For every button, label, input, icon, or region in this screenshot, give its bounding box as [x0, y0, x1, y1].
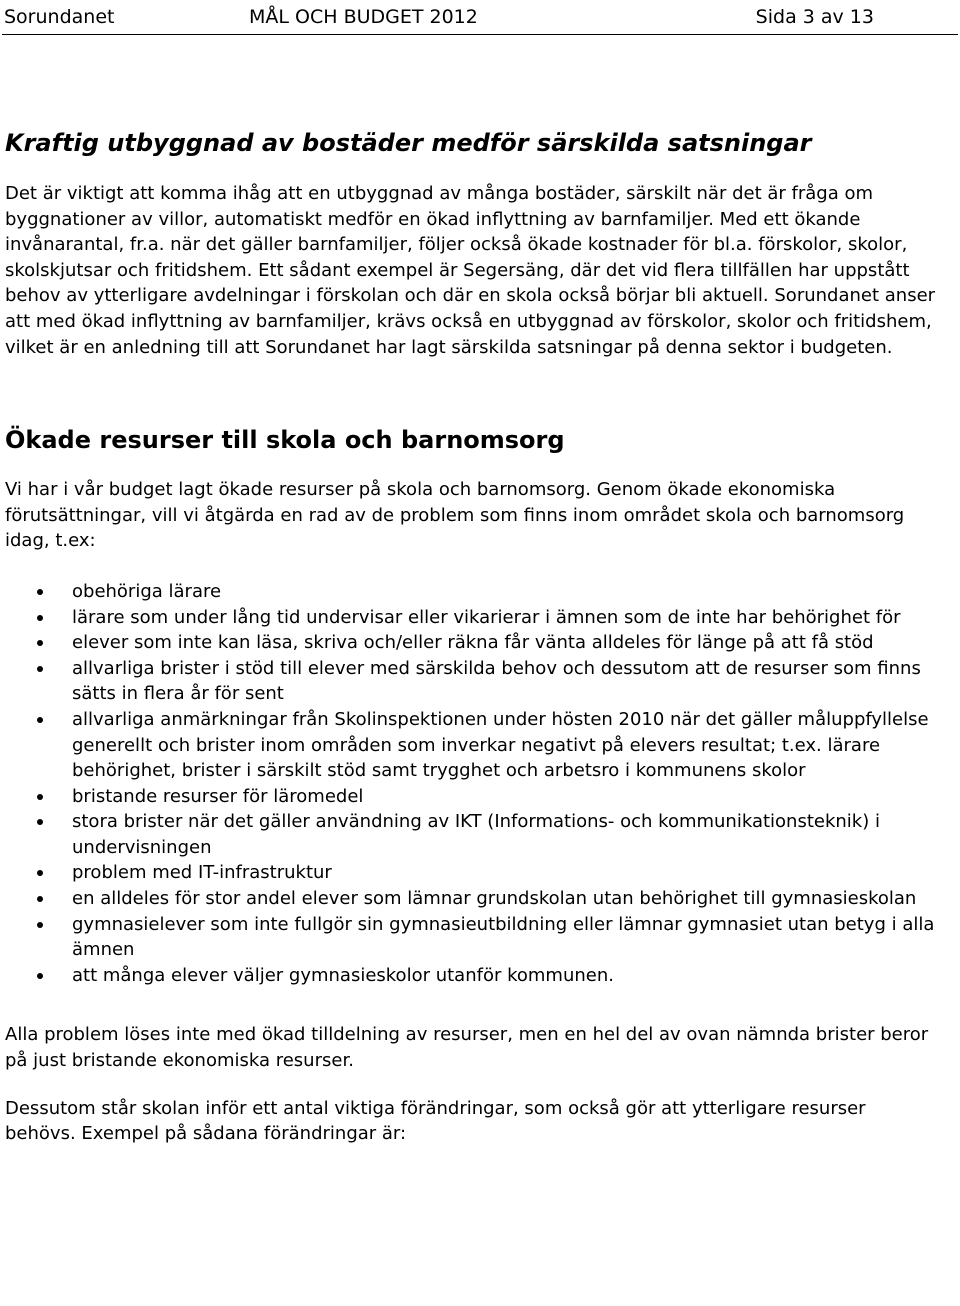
list-item: obehöriga lärare: [5, 579, 940, 605]
document-body: [5, 124, 940, 1147]
paragraph-resources-summary: Alla problem löses inte med ökad tilldelning av resurser, men en hel del av ovan nämnda brister beror på just bristande ekonomiska resurser.: [5, 1024, 929, 1072]
list-item: allvarliga brister i stöd till elever med särskilda behov och dessutom att de resurser som finns sätts in flera år för sent: [5, 656, 940, 707]
paragraph-upcoming-changes: Dessutom står skolan inför ett antal viktiga förändringar, som också gör att ytterligare resurser behövs. Exempel på sådana förändringar är:: [5, 1097, 866, 1145]
section-paragraph-resources-intro: Vi har i vår budget lagt ökade resurser på skola och barnomsorg. Genom ökade ekonomiska förutsättningar, vill vi åtgärda en rad av de problem som finns inom området skola och barnomsorg idag, t.ex:: [5, 479, 905, 552]
list-item: lärare som under lång tid undervisar eller vikarierar i ämnen som de inte har behörighet för: [5, 605, 940, 631]
header-organization: Sorundanet: [4, 6, 115, 28]
section-heading-housing: Kraftig utbyggnad av bostäder medför särskilda satsningar: [5, 129, 812, 157]
issues-bullet-list: [5, 579, 940, 989]
header-page-number: Sida 3 av 13: [755, 6, 874, 28]
list-item: en alldeles för stor andel elever som lämnar grundskolan utan behörighet till gymnasieskolan: [5, 886, 940, 912]
section-paragraph-housing: Det är viktigt att komma ihåg att en utbyggnad av många bostäder, särskilt när det är fråga om byggnationer av villor, automatiskt medför en ökad inflyttning av barnfamiljer. Med ett ökande invånarantal, fr.a. när det gäller barnfamiljer, följer också ökade kostnader för bl.a. förskolor, skolor, skolskjutsar och fritidshem. Ett sådant exempel är Segersäng, där det vid flera tillfällen har uppstått behov av ytterligare avdelningar i förskolan och där en skola också börjar bli aktuell. Sorundanet anser att med ökad inflyttning av barnfamiljer, krävs också en utbyggnad av förskolor, skolor och fritidshem, vilket är en anledning till att Sorundanet har lagt särskilda satsningar på denna sektor i budgeten.: [5, 183, 936, 358]
header-document-title: MÅL OCH BUDGET 2012: [249, 6, 478, 28]
list-item: problem med IT-infrastruktur: [5, 860, 940, 886]
list-item: allvarliga anmärkningar från Skolinspektionen under hösten 2010 när det gäller måluppfyllelse generellt och brister inom områden som inverkar negativt på elevers resultat; t.ex. lärare behörighet, brister i särskilt stöd samt trygghet och arbetsro i kommunens skolor: [5, 707, 940, 784]
section-heading-resources: Ökade resurser till skola och barnomsorg: [5, 426, 565, 455]
list-item: att många elever väljer gymnasieskolor utanför kommunen.: [5, 963, 940, 989]
list-item: elever som inte kan läsa, skriva och/eller räkna får vänta alldeles för länge på att få stöd: [5, 630, 940, 656]
list-item: bristande resurser för läromedel: [5, 784, 940, 810]
list-item: gymnasielever som inte fullgör sin gymnasieutbildning eller lämnar gymnasiet utan betyg i alla ämnen: [5, 912, 940, 963]
page-header: [2, 2, 958, 35]
list-item: stora brister när det gäller användning av IKT (Informations- och kommunikationsteknik) i undervisningen: [5, 809, 940, 860]
